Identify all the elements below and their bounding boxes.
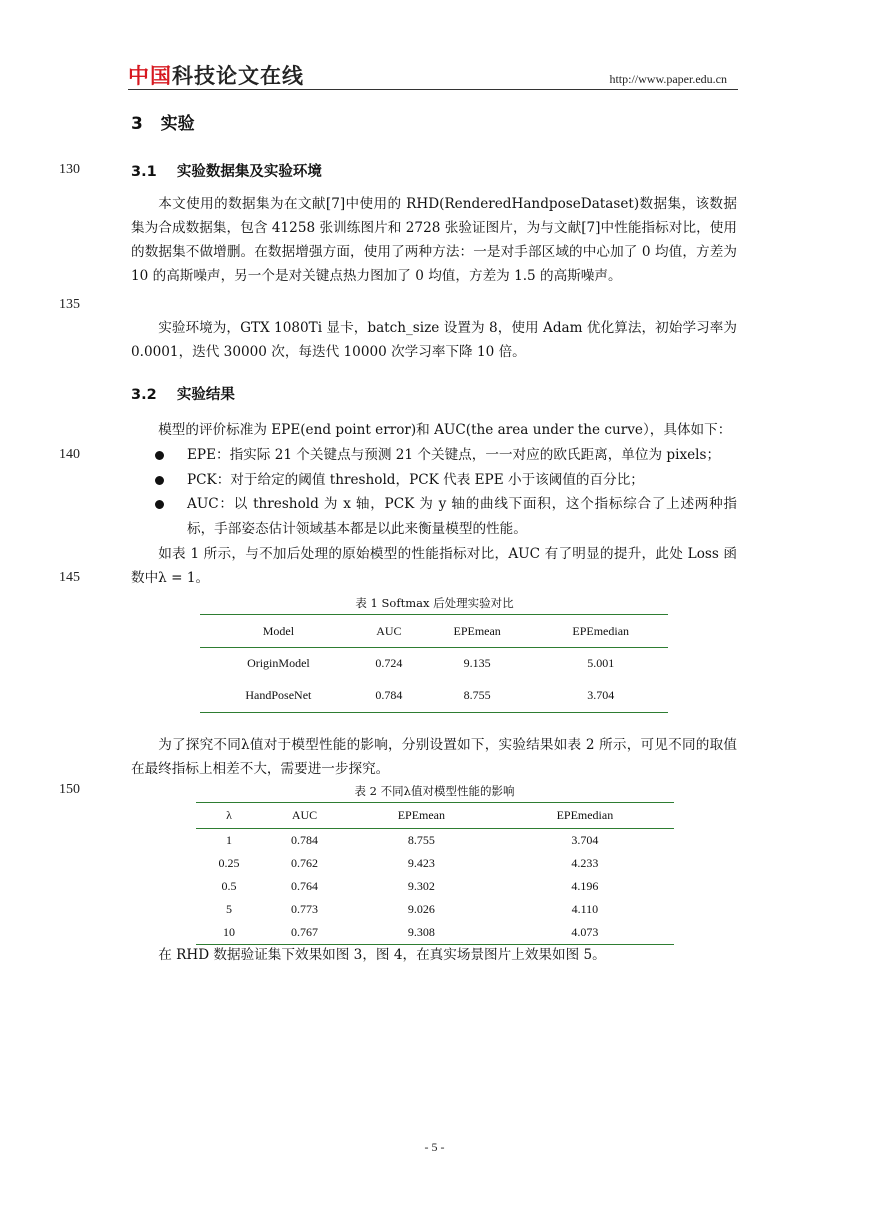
table-header-cell: EPEmedian	[496, 803, 674, 829]
list-item-text: EPE：指实际 21 个关键点与预测 21 个关键点，一一对应的欧氏距离，单位为 pixels；	[187, 447, 721, 463]
table2-caption: 表 2 不同λ值对模型性能的影响	[354, 784, 515, 798]
table-cell: 8.755	[407, 833, 435, 847]
table-cell: 9.308	[407, 925, 435, 939]
line-number-140: 140	[59, 447, 80, 462]
header-rule	[128, 89, 738, 90]
subsection-heading-1	[131, 160, 322, 181]
table-cell: 4.073	[571, 925, 599, 939]
table-cell: 3.704	[571, 833, 599, 847]
table-cell: 5.001	[587, 655, 615, 670]
table-header-cell: Model	[200, 615, 357, 648]
line-number-135: 135	[59, 297, 80, 312]
table-header-cell: EPEmedian	[533, 615, 668, 648]
table-cell: 3.704	[587, 687, 615, 702]
table-cell: 8.755	[463, 687, 491, 702]
table-cell: OriginModel	[247, 655, 310, 670]
table-row	[196, 898, 674, 921]
table-row	[196, 852, 674, 875]
table-cell: 0.724	[375, 655, 403, 670]
list-item-text: PCK：对于给定的阈值 threshold，PCK 代表 EPE 小于该阈值的百分比；	[187, 471, 644, 488]
table-cell: 9.135	[463, 655, 491, 670]
table-row	[200, 678, 668, 713]
line-number-150: 150	[59, 782, 80, 797]
logo-dark-text: 科技论文在线	[172, 64, 304, 88]
table-cell: HandPoseNet	[245, 687, 312, 702]
table-cell: 9.423	[407, 856, 435, 870]
table-cell: 9.302	[407, 879, 435, 893]
list-item	[131, 492, 737, 541]
list-item-text: AUC：以 threshold 为 x 轴，PCK 为 y 轴的曲线下面积，这个指标综合了上述两种指标，手部姿态估计领域基本都是以此来衡量模型的性能。	[187, 496, 737, 537]
table-cell: 0.784	[375, 687, 403, 702]
table-header-cell: λ	[196, 803, 262, 829]
table-row	[196, 921, 674, 945]
section-number: 3	[131, 114, 143, 134]
subsection-title-1: 实验数据集及实验环境	[176, 164, 322, 180]
paragraph-metrics: 模型的评价标准为 EPE(end point error)和 AUC(the area under the curve），具体如下：	[158, 422, 732, 438]
header-url[interactable]: http://www.paper.edu.cn	[609, 72, 727, 86]
section-title: 实验	[160, 114, 195, 134]
table-cell: 4.110	[571, 902, 599, 916]
table-header-row	[200, 615, 668, 648]
table2	[196, 802, 674, 945]
table-cell: 5	[226, 902, 233, 916]
subsection-title-2: 实验结果	[176, 387, 235, 403]
table-cell: 4.196	[571, 879, 599, 893]
table-cell: 4.233	[571, 856, 599, 870]
paragraph-table1-intro: 如表 1 所示，与不加后处理的原始模型的性能指标对比，AUC 有了明显的提升，此处 Loss 函数中λ = 1。	[131, 546, 737, 586]
paragraph-environment: 实验环境为，GTX 1080Ti 显卡，batch_size 设置为 8，使用 Adam 优化算法，初始学习率为 0.0001，迭代 30000 次，每迭代 10000 次学习率下降 10 倍。	[131, 320, 737, 360]
bullet-dot-icon	[155, 451, 164, 460]
logo-red-text: 中国	[128, 64, 172, 88]
table-cell: 0.762	[290, 856, 318, 870]
bullet-dot-icon	[155, 476, 164, 485]
table-row	[196, 829, 674, 853]
line-number-145: 145	[59, 570, 80, 585]
table-header-cell: EPEmean	[347, 803, 496, 829]
table-header-cell: AUC	[357, 615, 421, 648]
table-cell: 9.026	[407, 902, 435, 916]
metric-list	[131, 443, 737, 541]
section-heading	[131, 109, 195, 134]
table-header-cell: EPEmean	[421, 615, 533, 648]
table-header-row	[196, 803, 674, 829]
table-cell: 10	[223, 925, 236, 939]
subsection-heading-2	[131, 383, 235, 404]
paragraph-table2-intro: 为了探究不同λ值对于模型性能的影响，分别设置如下，实验结果如表 2 所示，可见不同的取值在最终指标上相差不大，需要进一步探究。	[131, 737, 737, 777]
table-cell: 0.767	[290, 925, 318, 939]
table-row	[200, 648, 668, 679]
table-cell: 0.784	[290, 833, 318, 847]
subsection-number-2: 3.2	[131, 387, 157, 403]
subsection-number-1: 3.1	[131, 164, 157, 180]
list-item	[131, 468, 737, 493]
table-header-cell: AUC	[262, 803, 347, 829]
table-cell: 0.5	[221, 879, 237, 893]
bullet-dot-icon	[155, 500, 164, 509]
table-cell: 0.773	[290, 902, 318, 916]
paragraph-figures: 在 RHD 数据验证集下效果如图 3，图 4，在真实场景图片上效果如图 5。	[158, 947, 606, 963]
page-number: - 5 -	[424, 1140, 445, 1154]
paragraph-dataset: 本文使用的数据集为在文献[7]中使用的 RHD(RenderedHandposeDataset)数据集，该数据集为合成数据集，包含 41258 张训练图片和 2728 张验证图片，为与文献[7]中性能指标对比，使用的数据集不做增删。在数据增强方面，使用了两种方法：一是对手部区域的中心加了 0 均值，方差为 10 的高斯噪声，另一个是对关键点热力图加了 0 均值，方差为 1.5 的高斯噪声。	[131, 196, 737, 284]
line-number-130: 130	[59, 162, 80, 177]
table1	[200, 614, 668, 713]
table-cell: 0.25	[218, 856, 240, 870]
table1-caption: 表 1 Softmax 后处理实验对比	[355, 596, 514, 610]
table-cell: 0.764	[290, 879, 318, 893]
list-item	[131, 443, 737, 468]
table-cell: 1	[226, 833, 233, 847]
table-row	[196, 875, 674, 898]
journal-logo	[128, 64, 304, 88]
